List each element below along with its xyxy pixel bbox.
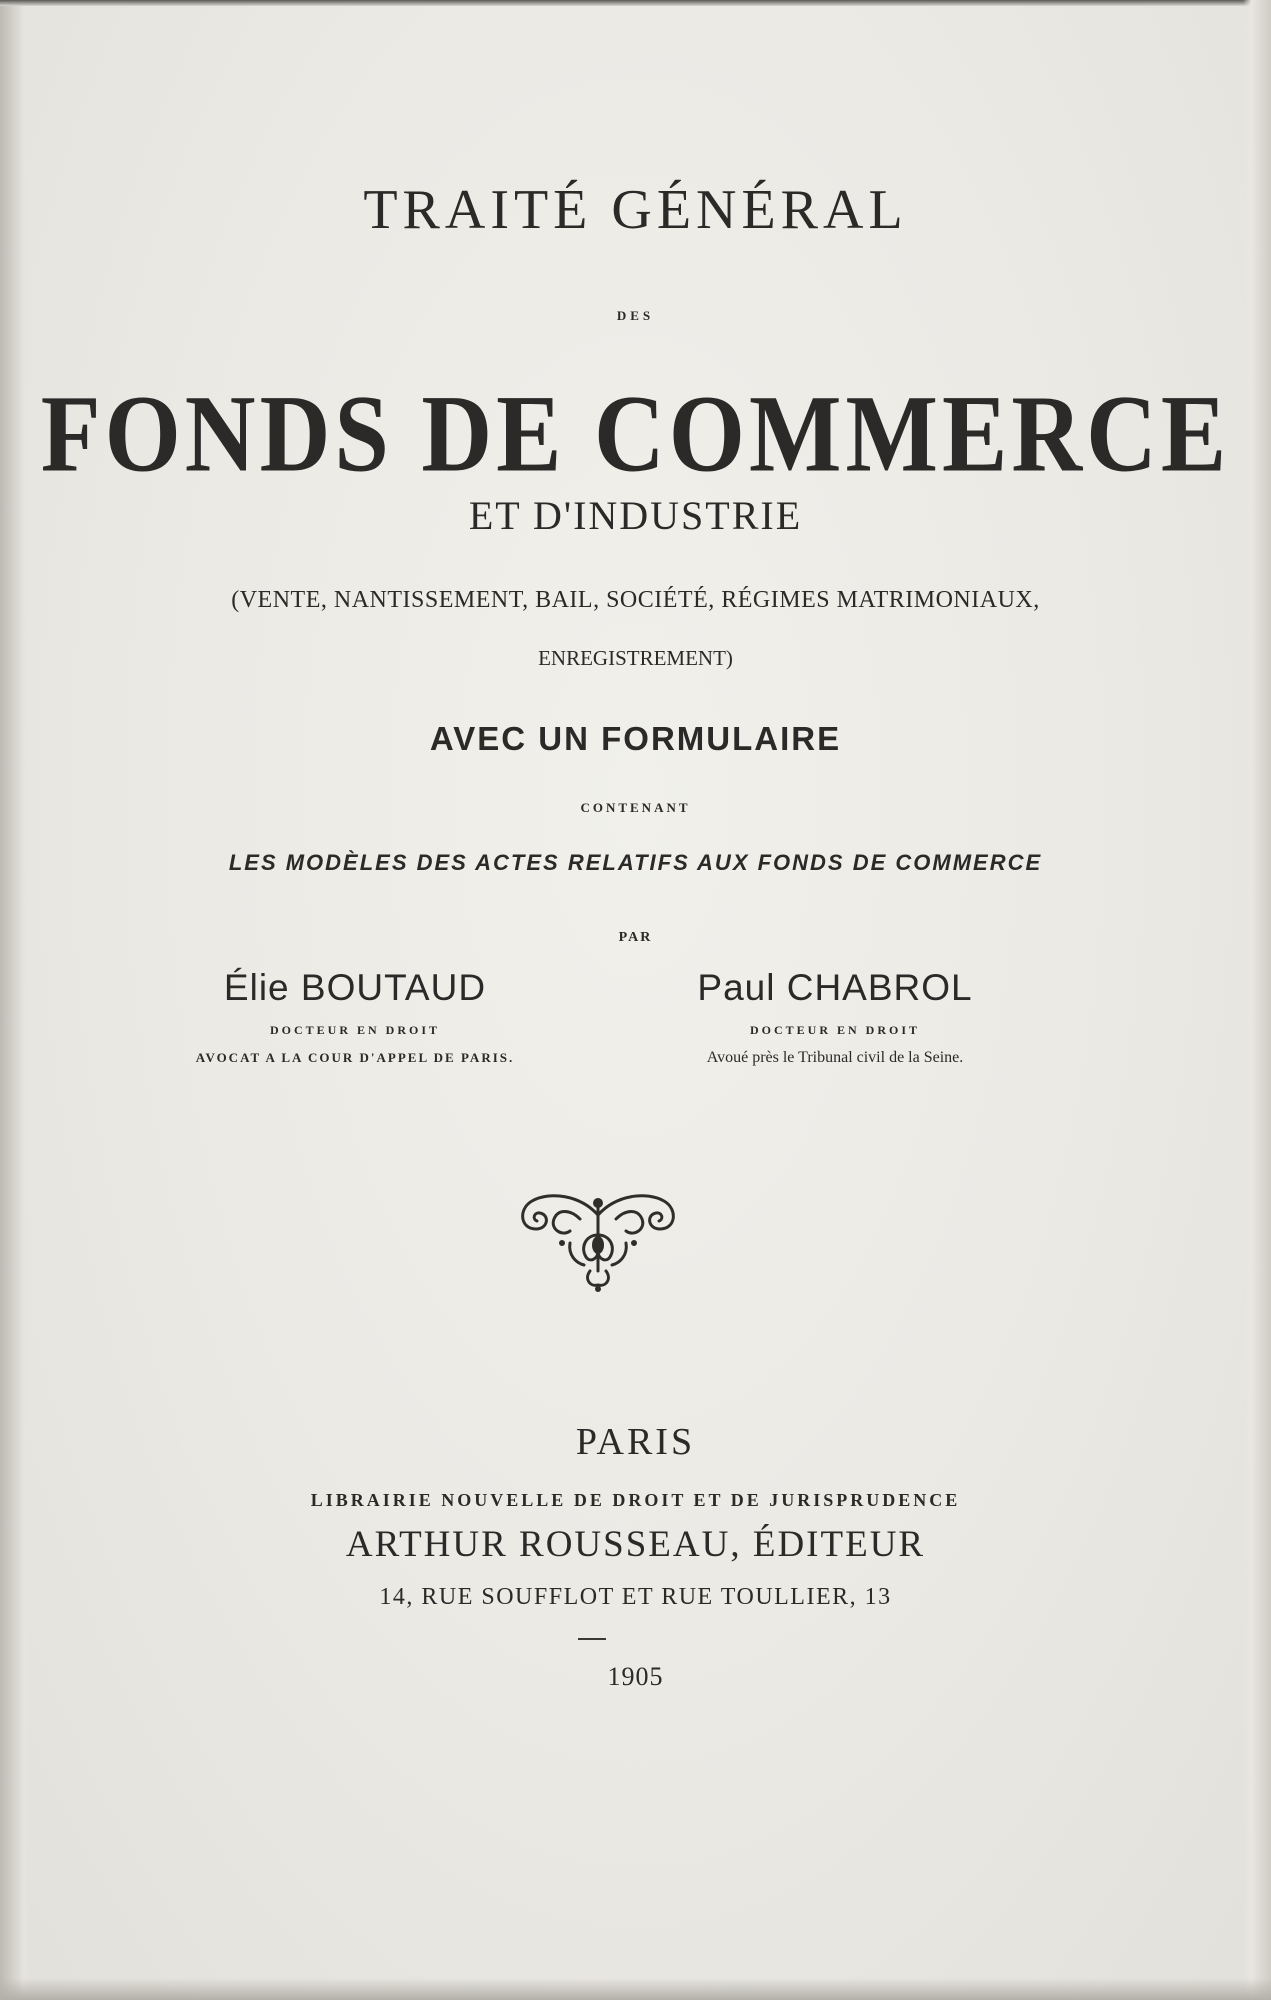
author-right-name: Paul CHABROL <box>697 967 973 1008</box>
author-left-role: AVOCAT A LA COUR D'APPEL DE PARIS. <box>195 1050 515 1065</box>
author-right-degree: DOCTEUR EN DROIT <box>749 1023 920 1037</box>
fleuron-ornament-icon <box>510 1185 686 1295</box>
authors-connector: PAR <box>618 930 653 945</box>
author-right <box>625 966 1045 1068</box>
imprint-year: 1905 <box>607 1662 664 1691</box>
author-left-degree: DOCTEUR EN DROIT <box>269 1023 440 1037</box>
right-edge <box>1243 0 1271 2000</box>
imprint-divider <box>578 1638 606 1640</box>
imprint-address: 14, RUE SOUFFLOT ET RUE TOULLIER, 13 <box>379 1584 892 1610</box>
author-left-name: Élie BOUTAUD <box>223 967 487 1008</box>
formulaire-description: LES MODÈLES DES ACTES RELATIFS AUX FONDS DE COMMERCE <box>228 850 1043 875</box>
subtitle-line-1: (VENTE, NANTISSEMENT, BAIL, SOCIÉTÉ, RÉGIMES MATRIMONIAUX, <box>231 587 1040 613</box>
imprint-publisher: ARTHUR ROUSSEAU, ÉDITEUR <box>345 1524 926 1565</box>
title-line-3: ET D'INDUSTRIE <box>468 493 803 538</box>
imprint-library: LIBRAIRIE NOUVELLE DE DROIT ET DE JURISPRUDENCE <box>310 1490 961 1510</box>
spine-shadow <box>0 0 30 2000</box>
title-line-1: TRAITÉ GÉNÉRAL <box>363 179 908 241</box>
imprint-city: PARIS <box>575 1421 696 1463</box>
bottom-edge <box>0 1978 1271 2000</box>
author-left <box>120 966 590 1068</box>
title-connector: DES <box>616 308 655 323</box>
subtitle-line-2: ENREGISTREMENT) <box>538 646 733 670</box>
formulaire-connector: CONTENANT <box>580 800 691 815</box>
formulaire-heading: AVEC UN FORMULAIRE <box>429 720 842 757</box>
main-title: FONDS DE COMMERCE <box>40 374 1231 496</box>
top-edge <box>0 0 1271 6</box>
author-right-role: Avoué près le Tribunal civil de la Seine. <box>706 1049 964 1066</box>
